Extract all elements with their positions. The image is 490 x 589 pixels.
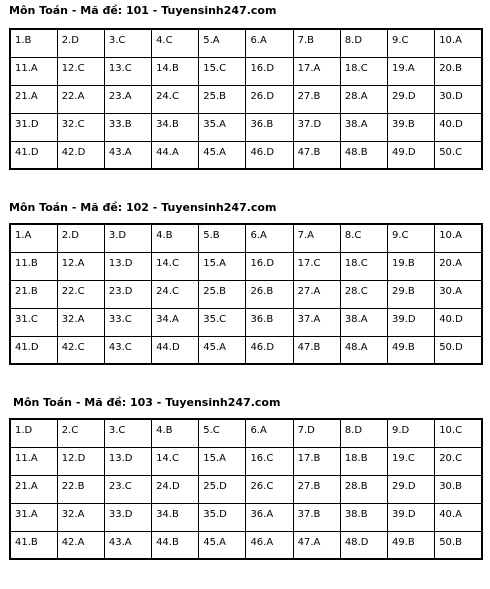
answer-cell: 7.B (293, 29, 340, 57)
answer-cell: 29.B (388, 280, 435, 308)
answer-cell: 40.A (435, 503, 482, 531)
answer-cell: 27.B (293, 475, 340, 503)
table-row (10, 85, 482, 113)
table-row (10, 475, 482, 503)
table-row (10, 308, 482, 336)
answer-cell: 44.D (152, 336, 199, 364)
answer-cell: 42.D (57, 141, 104, 169)
answer-cell: 16.D (246, 57, 293, 85)
answer-cell: 45.A (199, 336, 246, 364)
answer-cell: 25.B (199, 280, 246, 308)
answer-cell: 12.A (57, 252, 104, 280)
answer-cell: 21.A (10, 85, 57, 113)
answer-cell: 32.A (57, 503, 104, 531)
answer-cell: 30.B (435, 475, 482, 503)
answer-cell: 20.A (435, 252, 482, 280)
answer-cell: 43.C (104, 336, 151, 364)
table-row (10, 503, 482, 531)
answer-cell: 2.C (57, 419, 104, 447)
answer-cell: 19.B (388, 252, 435, 280)
answer-cell: 23.D (104, 280, 151, 308)
answer-cell: 43.A (104, 141, 151, 169)
answer-cell: 10.C (435, 419, 482, 447)
answer-cell: 39.D (388, 308, 435, 336)
answer-cell: 30.A (435, 280, 482, 308)
answer-cell: 48.A (340, 336, 387, 364)
answer-cell: 35.D (199, 503, 246, 531)
answer-cell: 12.C (57, 57, 104, 85)
answer-cell: 3.C (104, 419, 151, 447)
answer-cell: 28.C (340, 280, 387, 308)
answer-cell: 8.D (340, 419, 387, 447)
answer-cell: 10.A (435, 29, 482, 57)
answer-cell: 48.D (340, 531, 387, 559)
answer-cell: 34.B (152, 503, 199, 531)
answer-cell: 44.B (152, 531, 199, 559)
table-row (10, 336, 482, 364)
answer-cell: 9.C (388, 29, 435, 57)
answer-cell: 22.A (57, 85, 104, 113)
answer-cell: 18.C (340, 57, 387, 85)
table-row (10, 531, 482, 559)
answer-cell: 50.C (435, 141, 482, 169)
answer-cell: 49.B (388, 336, 435, 364)
answer-cell: 31.A (10, 503, 57, 531)
answer-cell: 6.A (246, 224, 293, 252)
answer-cell: 24.C (152, 280, 199, 308)
answer-cell: 49.B (388, 531, 435, 559)
answer-cell: 35.A (199, 113, 246, 141)
answer-cell: 20.C (435, 447, 482, 475)
answer-cell: 32.A (57, 308, 104, 336)
answer-cell: 6.A (246, 419, 293, 447)
answer-cell: 33.D (104, 503, 151, 531)
answer-cell: 8.D (340, 29, 387, 57)
answer-cell: 13.D (104, 447, 151, 475)
answer-cell: 42.C (57, 336, 104, 364)
answer-cell: 45.A (199, 531, 246, 559)
answer-cell: 43.A (104, 531, 151, 559)
answer-cell: 17.C (293, 252, 340, 280)
table-row (10, 113, 482, 141)
answer-cell: 21.B (10, 280, 57, 308)
answer-cell: 8.C (340, 224, 387, 252)
answer-cell: 18.B (340, 447, 387, 475)
answer-cell: 41.D (10, 336, 57, 364)
answer-cell: 47.A (293, 531, 340, 559)
answer-cell: 44.A (152, 141, 199, 169)
answer-cell: 23.C (104, 475, 151, 503)
answer-cell: 32.C (57, 113, 104, 141)
answer-cell: 6.A (246, 29, 293, 57)
answer-cell: 30.D (435, 85, 482, 113)
answer-table-103 (9, 418, 483, 560)
answer-cell: 24.D (152, 475, 199, 503)
answer-cell: 46.D (246, 141, 293, 169)
answer-cell: 7.A (293, 224, 340, 252)
answer-cell: 47.B (293, 336, 340, 364)
answer-cell: 27.A (293, 280, 340, 308)
answer-cell: 2.D (57, 224, 104, 252)
answer-cell: 40.D (435, 113, 482, 141)
table-row (10, 252, 482, 280)
answer-cell: 36.A (246, 503, 293, 531)
answer-cell: 46.A (246, 531, 293, 559)
answer-cell: 22.C (57, 280, 104, 308)
answer-cell: 5.A (199, 29, 246, 57)
answer-cell: 11.B (10, 252, 57, 280)
answer-cell: 18.C (340, 252, 387, 280)
table-row (10, 224, 482, 252)
answer-cell: 21.A (10, 475, 57, 503)
answer-cell: 22.B (57, 475, 104, 503)
answer-cell: 31.C (10, 308, 57, 336)
answer-cell: 38.A (340, 308, 387, 336)
answer-cell: 9.C (388, 224, 435, 252)
answer-cell: 3.D (104, 224, 151, 252)
answer-cell: 31.D (10, 113, 57, 141)
answer-cell: 38.B (340, 503, 387, 531)
answer-cell: 42.A (57, 531, 104, 559)
answer-cell: 41.B (10, 531, 57, 559)
answer-cell: 45.A (199, 141, 246, 169)
answer-cell: 14.C (152, 447, 199, 475)
answer-cell: 12.D (57, 447, 104, 475)
answer-cell: 26.C (246, 475, 293, 503)
answer-cell: 26.B (246, 280, 293, 308)
answer-cell: 19.A (388, 57, 435, 85)
answer-cell: 25.B (199, 85, 246, 113)
table-row (10, 419, 482, 447)
answer-cell: 20.B (435, 57, 482, 85)
answer-cell: 46.D (246, 336, 293, 364)
answer-cell: 47.B (293, 141, 340, 169)
section-title-101: Môn Toán - Mã đề: 101 - Tuyensinh247.com (9, 4, 277, 17)
answer-cell: 5.B (199, 224, 246, 252)
answer-cell: 13.C (104, 57, 151, 85)
answer-cell: 5.C (199, 419, 246, 447)
answer-cell: 9.D (388, 419, 435, 447)
answer-cell: 35.C (199, 308, 246, 336)
answer-cell: 1.D (10, 419, 57, 447)
answer-cell: 28.B (340, 475, 387, 503)
answer-table-101 (9, 28, 483, 170)
table-row (10, 447, 482, 475)
answer-cell: 23.A (104, 85, 151, 113)
answer-cell: 37.B (293, 503, 340, 531)
answer-cell: 1.B (10, 29, 57, 57)
answer-cell: 11.A (10, 57, 57, 85)
answer-cell: 3.C (104, 29, 151, 57)
answer-cell: 38.A (340, 113, 387, 141)
answer-cell: 26.D (246, 85, 293, 113)
answer-cell: 36.B (246, 113, 293, 141)
answer-cell: 27.B (293, 85, 340, 113)
answer-cell: 33.C (104, 308, 151, 336)
table-row (10, 280, 482, 308)
answer-cell: 34.B (152, 113, 199, 141)
answer-cell: 15.A (199, 252, 246, 280)
answer-cell: 37.D (293, 113, 340, 141)
answer-cell: 17.A (293, 57, 340, 85)
section-title-103: Môn Toán - Mã đề: 103 - Tuyensinh247.com (13, 396, 281, 409)
answer-cell: 15.C (199, 57, 246, 85)
answer-cell: 16.C (246, 447, 293, 475)
table-row (10, 57, 482, 85)
answer-cell: 49.D (388, 141, 435, 169)
answer-table-102 (9, 223, 483, 365)
answer-cell: 36.B (246, 308, 293, 336)
table-row (10, 141, 482, 169)
answer-cell: 16.D (246, 252, 293, 280)
section-title-102: Môn Toán - Mã đề: 102 - Tuyensinh247.com (9, 201, 277, 214)
answer-cell: 50.D (435, 336, 482, 364)
answer-cell: 34.A (152, 308, 199, 336)
table-row (10, 29, 482, 57)
answer-cell: 10.A (435, 224, 482, 252)
answer-cell: 14.B (152, 57, 199, 85)
answer-cell: 4.B (152, 224, 199, 252)
answer-cell: 7.D (293, 419, 340, 447)
answer-cell: 24.C (152, 85, 199, 113)
answer-cell: 29.D (388, 475, 435, 503)
answer-cell: 48.B (340, 141, 387, 169)
answer-cell: 40.D (435, 308, 482, 336)
answer-cell: 33.B (104, 113, 151, 141)
answer-cell: 19.C (388, 447, 435, 475)
answer-cell: 41.D (10, 141, 57, 169)
answer-cell: 13.D (104, 252, 151, 280)
answer-cell: 4.B (152, 419, 199, 447)
answer-cell: 17.B (293, 447, 340, 475)
answer-cell: 4.C (152, 29, 199, 57)
answer-cell: 39.D (388, 503, 435, 531)
answer-cell: 29.D (388, 85, 435, 113)
answer-cell: 11.A (10, 447, 57, 475)
answer-cell: 37.A (293, 308, 340, 336)
answer-cell: 50.B (435, 531, 482, 559)
answer-cell: 28.A (340, 85, 387, 113)
answer-cell: 25.D (199, 475, 246, 503)
answer-cell: 14.C (152, 252, 199, 280)
answer-cell: 2.D (57, 29, 104, 57)
answer-cell: 1.A (10, 224, 57, 252)
answer-cell: 39.B (388, 113, 435, 141)
answer-cell: 15.A (199, 447, 246, 475)
